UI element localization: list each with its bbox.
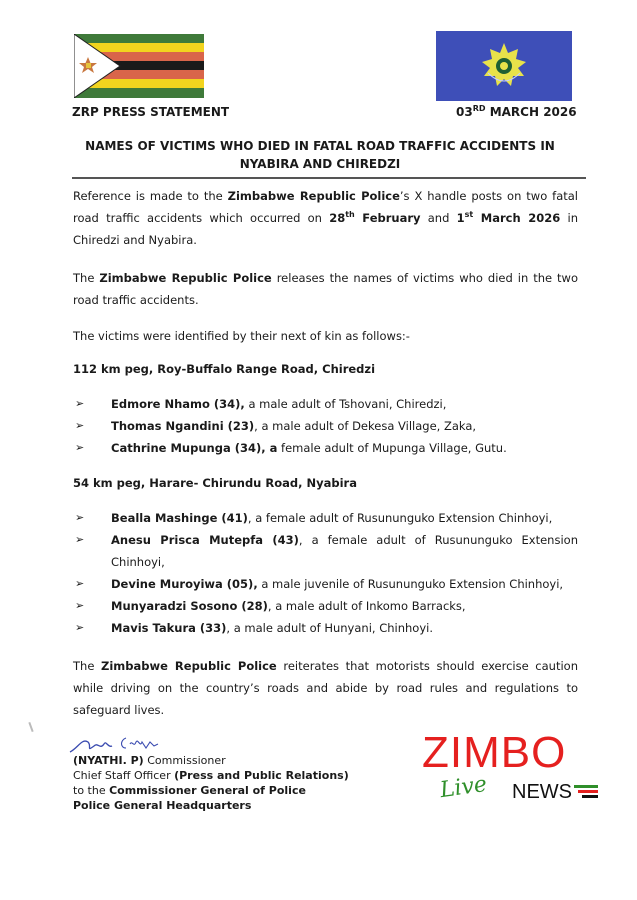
list-item <box>73 393 578 415</box>
list-item <box>73 437 578 459</box>
text: in Chiredzi and Nyabira. <box>73 211 578 247</box>
arrow-bullet-icon: ➢ <box>75 419 85 432</box>
victim-name: Cathrine Mupunga (34), a <box>111 441 278 455</box>
signoff-block <box>0 728 637 845</box>
list-item <box>73 617 578 639</box>
victim-detail: a male adult of Tshovani, Chiredzi, <box>244 397 447 411</box>
accident-location-1: 112 km peg, Roy-Buffalo Range Road, Chiredzi <box>73 362 376 376</box>
zimbabwe-flag-icon <box>74 34 204 98</box>
list-item <box>73 415 578 437</box>
victim-name: Anesu Prisca Mutepfa (43) <box>111 533 299 547</box>
text: (Press and Public Relations) <box>174 769 349 782</box>
text: and <box>420 211 457 225</box>
date-1-suffix: th <box>345 210 355 219</box>
victim-detail: , a male adult of Hunyani, Chinhoyi. <box>226 621 433 635</box>
victim-detail: , a male adult of Inkomo Barracks, <box>267 599 466 613</box>
list-item <box>73 595 578 617</box>
release-paragraph <box>73 267 578 311</box>
flags-row <box>0 31 637 103</box>
victim-name: Edmore Nhamo (34), <box>111 397 245 411</box>
date-2-suffix: st <box>464 210 474 219</box>
header-row <box>0 105 637 125</box>
org-name: Zimbabwe Republic Police <box>99 271 272 285</box>
arrow-bullet-icon: ➢ <box>75 533 85 546</box>
text: Chief Staff Officer <box>73 769 175 782</box>
press-statement-label: ZRP PRESS STATEMENT <box>72 105 230 119</box>
victim-detail: , a male adult of Dekesa Village, Zaka, <box>254 419 477 433</box>
victim-name: Thomas Ngandini (23) <box>111 419 255 433</box>
list-item <box>73 529 578 573</box>
closing-paragraph <box>73 655 578 721</box>
title-divider <box>72 177 586 179</box>
list-item <box>73 507 578 529</box>
zimbo-live-news-logo <box>418 728 618 811</box>
text: releases the names of victims who died in the two road traffic accidents. <box>73 271 578 307</box>
statement-date <box>456 105 577 119</box>
victim-name: Mavis Takura (33) <box>111 621 227 635</box>
date-day: 03 <box>456 105 473 119</box>
arrow-bullet-icon: ➢ <box>75 621 85 634</box>
text: The <box>73 271 100 285</box>
date-2-month: March 2026 <box>473 211 561 225</box>
signatory-name-text: (NYATHI. P) <box>73 754 144 767</box>
date-1-month: February <box>354 211 421 225</box>
org-name: Zimbabwe Republic Police <box>101 659 277 673</box>
title-line-1: NAMES OF VICTIMS WHO DIED IN FATAL ROAD TRAFFIC ACCIDENTS IN <box>85 139 555 153</box>
victim-detail: , a female adult of Rusununguko Extension Chinhoyi, <box>247 511 553 525</box>
scan-mark <box>28 722 33 732</box>
list-item <box>73 573 578 595</box>
org-name: Zimbabwe Republic Police <box>227 189 400 203</box>
identified-paragraph: The victims were identified by their next of kin as follows:- <box>73 329 410 343</box>
victim-detail: a male juvenile of Rusununguko Extension Chinhoyi, <box>257 577 564 591</box>
zrp-police-flag-icon <box>436 31 572 101</box>
victim-detail: , a female adult of Rusununguko Extension Chinhoyi, <box>111 533 578 569</box>
signatory-rank: Commissioner <box>143 754 226 767</box>
date-1-num: 28 <box>329 211 346 225</box>
flag-bars-icon <box>574 785 598 801</box>
news-text: NEWS <box>512 781 572 803</box>
zimbo-brand-text: ZIMBO <box>422 728 567 777</box>
arrow-bullet-icon: ➢ <box>75 599 85 612</box>
arrow-bullet-icon: ➢ <box>75 511 85 524</box>
title-line-2: NYABIRA AND CHIREDZI <box>239 157 401 171</box>
text: Reference is made to the <box>73 189 228 203</box>
handwritten-signature <box>68 735 188 755</box>
date-suffix: RD <box>472 104 486 113</box>
accident-location-2: 54 km peg, Harare- Chirundu Road, Nyabira <box>73 476 357 490</box>
victim-name: Bealla Mashinge (41) <box>111 511 248 525</box>
victim-name: Munyaradzi Sosono (28) <box>111 599 268 613</box>
arrow-bullet-icon: ➢ <box>75 397 85 410</box>
statement-title <box>60 137 580 173</box>
victim-name: Devine Muroyiwa (05), <box>111 577 258 591</box>
signatory-title <box>73 768 383 783</box>
victim-list-2 <box>73 507 578 639</box>
date-2 <box>457 211 561 225</box>
signatory-name <box>73 753 383 768</box>
date-month-year: MARCH 2026 <box>485 105 577 119</box>
text: The <box>73 659 102 673</box>
text: reiterates that motorists should exercise caution while driving on the country’s roads and abide by road rules and regulations to safeguard lives. <box>73 659 578 717</box>
signatory-office <box>73 783 383 798</box>
date-2-num: 1 <box>456 211 465 225</box>
text: to the <box>73 784 110 797</box>
text: ’s X handle posts on two fatal road traffic accidents which occurred on <box>73 189 578 225</box>
text: Commissioner General of Police <box>109 784 306 797</box>
intro-paragraph <box>73 185 578 251</box>
date-1 <box>329 211 420 225</box>
victim-list-1 <box>73 393 578 459</box>
live-text: Live <box>438 771 489 804</box>
victim-detail: female adult of Mupunga Village, Gutu. <box>277 441 507 455</box>
arrow-bullet-icon: ➢ <box>75 577 85 590</box>
arrow-bullet-icon: ➢ <box>75 441 85 454</box>
signoff-lines <box>73 753 383 813</box>
signatory-hq: Police General Headquarters <box>73 799 252 812</box>
